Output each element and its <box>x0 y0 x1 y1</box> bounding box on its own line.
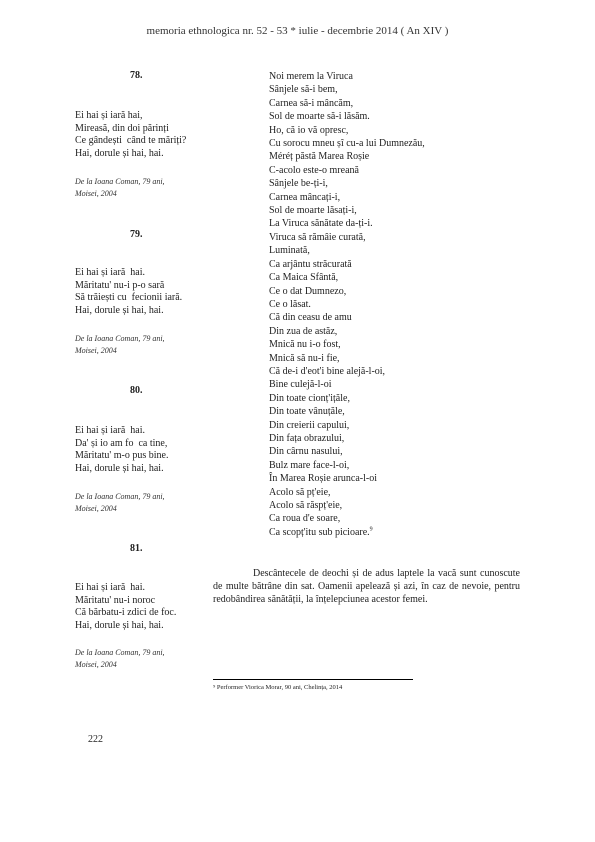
poem-line: Méréț păstă Marea Roșie <box>269 151 370 163</box>
poem-line: Ca arjântu străcurată <box>269 258 352 270</box>
poem-line: Din creierii capului, <box>269 419 350 431</box>
poem-line: Cu sorocu mneu șî cu-a lui Dumnezău, <box>269 138 425 150</box>
verse-line: Hai, dorule și hai, hai. <box>75 147 164 159</box>
verse-line: Ei hai și iară hai. <box>75 267 145 278</box>
page-number: 222 <box>88 734 103 745</box>
poem-line: Sânjele be-ți-i, <box>269 178 328 190</box>
poem-line: Carnea să-i mâncăm, <box>269 97 354 109</box>
verse-line: Hai, dorule și hai, hai. <box>75 304 164 316</box>
poem-line: Din zua de astăz, <box>269 325 338 337</box>
song-source <box>75 491 165 515</box>
verse-line: Ei hai și iară hai. <box>75 425 145 436</box>
verse-line: Hai, dorule și hai, hai. <box>75 462 164 474</box>
song-source <box>75 333 165 357</box>
verse-line: Hai, dorule și hai, hai. <box>75 619 164 631</box>
poem-line: Ce o dat Dumnezo, <box>269 285 347 297</box>
poem-line: Luminată, <box>269 245 310 257</box>
poem-line: Ca Maica Sfântă, <box>269 272 339 284</box>
poem-line: Că de-i d'eot'i bine alejă-l-oi, <box>269 365 386 377</box>
poem-line: Că din ceasu de amu <box>269 312 352 324</box>
poem-line: În Marea Roșie arunca-l-oi <box>269 473 378 485</box>
poem-line: Din cârnu nasului, <box>269 446 343 458</box>
source-line: Moisei, 2004 <box>75 660 117 669</box>
running-header: memoria ethnologica nr. 52 - 53 * iulie - decembrie 2014 ( An XIV ) <box>146 25 449 37</box>
poem-line: Ce o lăsat. <box>269 298 311 310</box>
footnote-marker: 9 <box>369 526 373 533</box>
song-verse <box>75 582 176 632</box>
source-line: Moisei, 2004 <box>75 346 117 355</box>
poem-line: Din fața obrazului, <box>269 432 345 444</box>
verse-line: Să trăiești cu fecionii iară. <box>75 292 183 304</box>
verse-line: Ei hai și iară hai, <box>75 110 143 121</box>
song-number: 80. <box>130 385 143 396</box>
poem-line: Sol de moarte să-i lăsăm. <box>269 111 370 123</box>
poem-line: C-acolo este-o mreană <box>269 164 359 176</box>
poem-line: Bulz mare face-l-oi, <box>269 459 350 471</box>
poem-line: Sânjele să-i bem, <box>269 84 338 96</box>
verse-line: Da' și io am fo ca tine, <box>75 437 168 449</box>
song-source <box>75 647 165 671</box>
verse-line: Măritatu' nu-i noroc <box>75 594 156 606</box>
source-line: De la Ioana Coman, 79 ani, <box>75 648 165 657</box>
verse-line: Că bărbatu-i zdici de foc. <box>75 607 177 619</box>
source-line: De la Ioana Coman, 79 ani, <box>75 177 165 186</box>
poem-line: Ho, că io vă opresc, <box>269 124 349 136</box>
poem-line: Bine culejă-l-oi <box>269 379 332 391</box>
verse-line: Ce gândești când te măriți? <box>75 135 187 147</box>
poem-line: Din toate cionț'ițăle, <box>269 392 350 404</box>
source-line: De la Ioana Coman, 79 ani, <box>75 334 165 343</box>
song-number: 79. <box>130 229 143 240</box>
song-verse <box>75 110 186 160</box>
incantation-poem <box>269 70 425 539</box>
verse-line: Măritatu' m-o pus bine. <box>75 450 169 462</box>
poem-line: Noi merem la Viruca <box>269 71 353 82</box>
poem-line: La Viruca sănătate da-ți-i. <box>269 218 373 230</box>
poem-line: Ca roua d'e soare, <box>269 513 341 525</box>
source-line: Moisei, 2004 <box>75 189 117 198</box>
poem-line: Ca scopț'itu sub picioare. <box>269 526 370 538</box>
footnote-text: ⁹ Performer Viorica Morar, 90 ani, Chelința, 2014 <box>213 684 343 691</box>
song-number: 78. <box>130 70 143 81</box>
source-line: De la Ioana Coman, 79 ani, <box>75 492 165 501</box>
source-line: Moisei, 2004 <box>75 504 117 513</box>
poem-line: Mnică să nu-i fie, <box>269 352 340 364</box>
commentary-paragraph: Descântecele de deochi și de adus laptele la vacă sunt cunoscute de multe bătrâne din sat. Oamenii apelează și azi, în caz de nevoie, pentru redobândirea sănătății, la înțelepciunea acestor femei. <box>213 568 520 605</box>
poem-line: Carnea mâncați-i, <box>269 191 341 203</box>
poem-line: Sol de moarte lăsați-i, <box>269 205 357 217</box>
poem-line: Mnică nu i-o fost, <box>269 339 341 351</box>
verse-line: Măritatu' nu-i p-o sară <box>75 279 165 291</box>
song-source <box>75 176 165 200</box>
poem-line: Acolo să pț'eie, <box>269 486 331 498</box>
song-verse <box>75 425 168 475</box>
song-number: 81. <box>130 543 143 554</box>
poem-line: Acolo să răspț'eie, <box>269 500 343 511</box>
verse-line: Mireasă, din doi părinți <box>75 122 169 134</box>
verse-line: Ei hai și iară hai. <box>75 582 145 593</box>
poem-line: Viruca să rămâie curată, <box>269 231 366 243</box>
song-verse <box>75 267 182 317</box>
footnote-divider <box>213 679 413 680</box>
poem-line: Din toate vânuțăle, <box>269 406 345 418</box>
